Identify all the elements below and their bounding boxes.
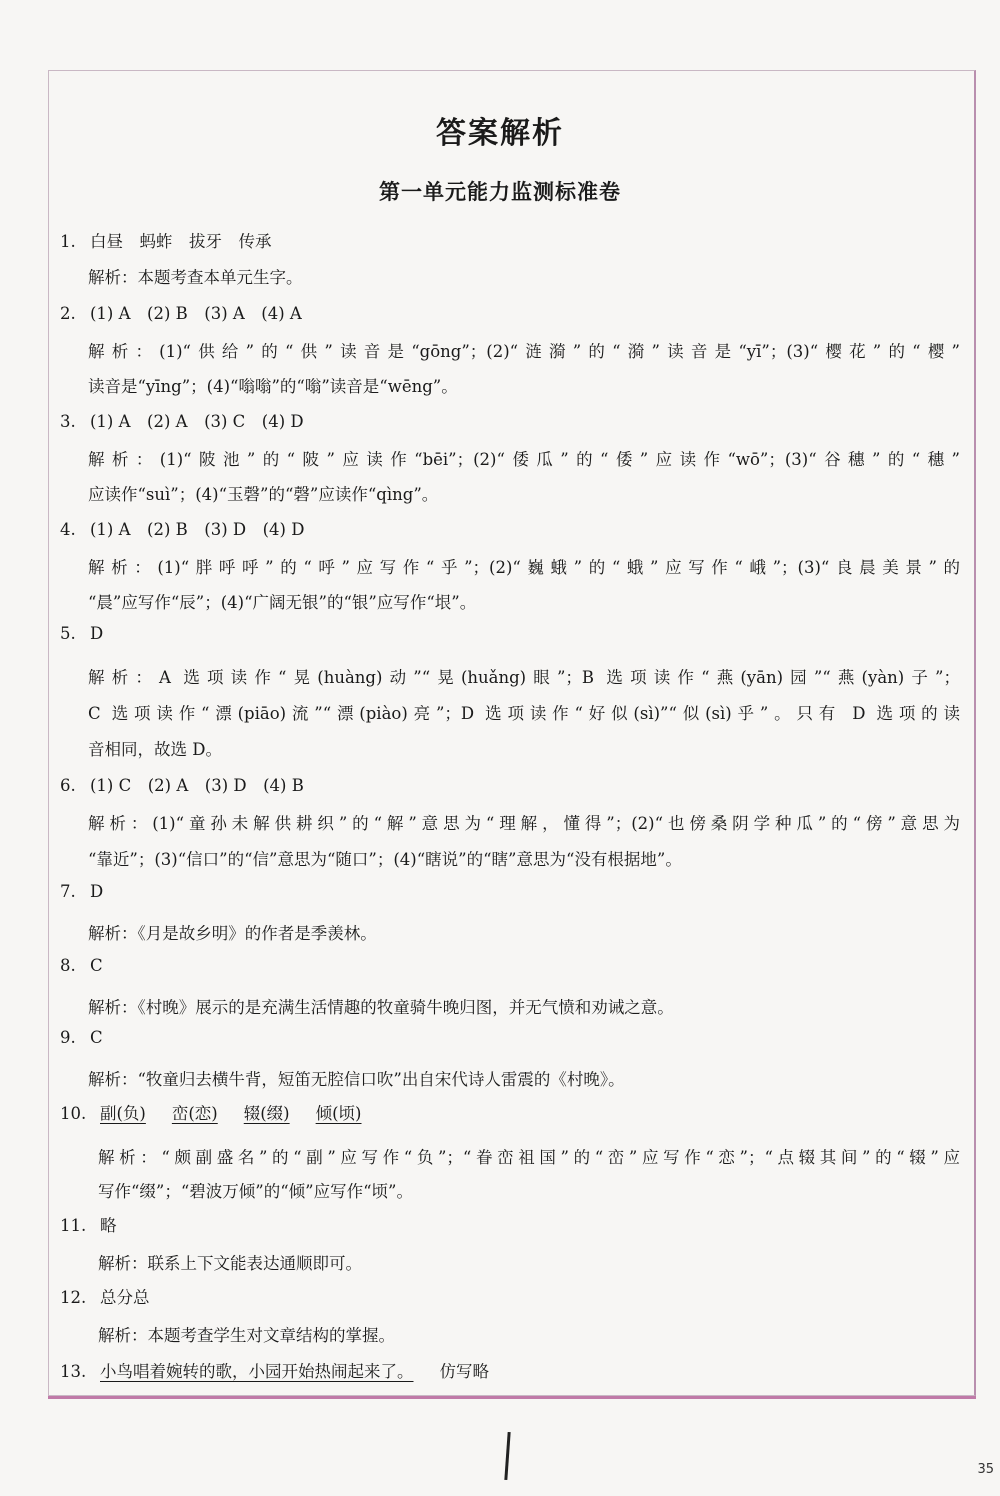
q9-answer: 9. C xyxy=(60,1028,103,1047)
q9-analysis: 解析：“牧童归去横牛背，短笛无腔信口吹”出自宋代诗人雷震的《村晚》。 xyxy=(88,1070,625,1089)
q2-answer: 2. (1) A (2) B (3) A (4) A xyxy=(60,304,302,323)
page-number: 35 xyxy=(977,1462,994,1477)
q6-answer: 6. (1) C (2) A (3) D (4) B xyxy=(60,776,304,795)
q7-answer: 7. D xyxy=(60,882,104,901)
q3-analysis-line2: 应读作“suì”；(4)“玉磬”的“磬”应读作“qìng”。 xyxy=(88,485,439,504)
page-subtitle: 第一单元能力监测标准卷 xyxy=(379,180,621,204)
pen-mark xyxy=(504,1432,510,1480)
q6-analysis-line1: 解析：(1)“童孙未解供耕织”的“解”意思为“理解，懂得”；(2)“也傍桑阴学种瓜”的“傍”意思为 xyxy=(88,814,960,833)
q8-answer: 8. C xyxy=(60,956,103,975)
q3-answer: 3. (1) A (2) A (3) C (4) D xyxy=(60,412,304,431)
q10-analysis-line1: 解析：“颇副盛名”的“副”应写作“负”；“眷峦祖国”的“峦”应写作“恋”；“点辍其间”的“辍”应 xyxy=(98,1148,960,1167)
q4-analysis-line2: “晨”应写作“辰”；(4)“广阔无银”的“银”应写作“垠”。 xyxy=(88,593,477,612)
q12-analysis: 解析：本题考查学生对文章结构的掌握。 xyxy=(98,1326,395,1345)
q10-word-1: 副(负) xyxy=(100,1104,146,1123)
q4-answer: 4. (1) A (2) B (3) D (4) D xyxy=(60,520,305,539)
q10-word-3: 辍(缀) xyxy=(243,1104,290,1123)
q13-answer: 13. 小鸟唱着婉转的歌，小园开始热闹起来了。 仿写略 xyxy=(60,1362,489,1381)
q7-analysis: 解析：《月是故乡明》的作者是季羡林。 xyxy=(88,924,377,943)
q3-analysis-line1: 解析：(1)“陂池”的“陂”应读作“bēi”；(2)“倭瓜”的“倭”应读作“wō”；(3)“谷穗”的“穗” xyxy=(88,450,960,469)
q2-analysis-line1: 解析：(1)“供给”的“供”读音是“gōng”；(2)“涟漪”的“漪”读音是“yī”；(3)“樱花”的“樱” xyxy=(88,342,960,361)
q10-word-2: 峦(恋) xyxy=(171,1104,218,1123)
q5-answer: 5. D xyxy=(60,624,104,643)
q5-analysis-line1: 解析：A 选项读作“晃(huàng)动”“晃(huǎng)眼”；B 选项读作“燕(yān)园”“燕(yàn)子”； xyxy=(88,668,960,687)
q11-answer: 11. 略 xyxy=(60,1216,117,1235)
q12-answer: 12. 总分总 xyxy=(60,1288,150,1307)
q2-analysis-line2: 读音是“yīng”；(4)“嗡嗡”的“嗡”读音是“wēng”。 xyxy=(88,377,458,396)
q10-answer: 10. 副(负) 峦(恋) 辍(缀) 倾(顷) xyxy=(60,1104,362,1123)
q10-word-4: 倾(顷) xyxy=(315,1104,362,1123)
q10-analysis-line2: 写作“缀”；“碧波万倾”的“倾”应写作“顷”。 xyxy=(98,1182,413,1201)
frame-bottom-border xyxy=(48,1396,976,1399)
q1-answer: 1. 白昼 蚂蚱 拔牙 传承 xyxy=(60,232,272,251)
q6-analysis-line2: “靠近”；(3)“信口”的“信”意思为“随口”；(4)“瞎说”的“瞎”意思为“没有根据地”。 xyxy=(88,850,682,869)
page-title: 答案解析 xyxy=(436,116,564,151)
q5-analysis-line2: C 选项读作“漂(piāo)流”“漂(piào)亮”；D 选项读作“好似(sì)”“似(sì)乎”。只有 D 选项的读 xyxy=(88,704,960,723)
q4-analysis-line1: 解析：(1)“胖呼呼”的“呼”应写作“乎”；(2)“巍蛾”的“蛾”应写作“峨”；(3)“良晨美景”的 xyxy=(88,558,960,577)
q11-analysis: 解析：联系上下文能表达通顺即可。 xyxy=(98,1254,362,1273)
q1-analysis: 解析：本题考查本单元生字。 xyxy=(88,268,303,287)
q5-analysis-line3: 音相同，故选 D。 xyxy=(88,740,222,759)
q8-analysis: 解析：《村晚》展示的是充满生活情趣的牧童骑牛晚归图，并无气愤和劝诫之意。 xyxy=(88,998,674,1017)
